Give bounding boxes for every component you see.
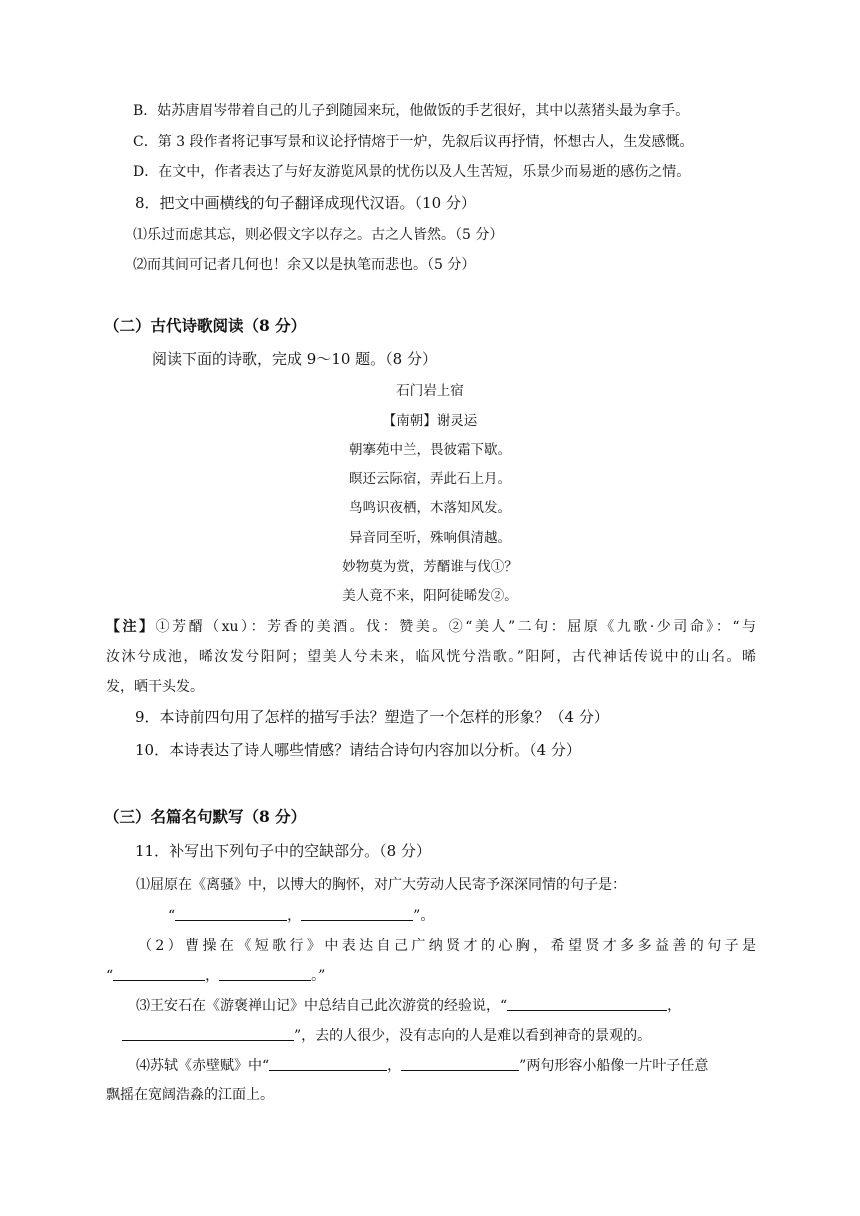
q11-item-3-rest: ”，去的人很少，没有志向的人是难以看到神奇的景观的。	[294, 1028, 652, 1044]
q11-item-2-prompt: （2）曹操在《短歌行》中表达自己广纳贤才的心胸，希望贤才多多益善的句子是	[138, 938, 756, 954]
note-text-1: ①芳醑（xu）：芳香的美酒。伐：赞美。②“美人”二句：屈原《九歌·少司命》：“与	[155, 619, 757, 635]
q8-sentence-1: ⑴乐过而虑其忘，则必假文字以存之。古之人皆然。（5 分）	[133, 227, 504, 243]
answer-blank[interactable]	[507, 996, 667, 1011]
q11-item-4-rest: ”两句形容小船像一片叶子任意	[519, 1058, 709, 1074]
q11-item-1-prompt: ⑴屈原在《离骚》中，以博大的胸怀，对广大劳动人民寄予深深同情的句子是：	[136, 877, 626, 893]
q11-item-2-answer-line	[106, 966, 325, 986]
q7-option-d: D．在文中，作者表达了与好友游览风景的忧伤以及人生苦短，乐景少而易逝的感伤之情。	[133, 164, 691, 180]
poem-line: 异音同至听，殊响俱清越。	[349, 530, 511, 546]
poem-author: 【南朝】谢灵运	[382, 413, 478, 429]
answer-blank[interactable]	[175, 906, 287, 921]
poem-line: 美人竟不来，阳阿徒晞发②。	[342, 588, 518, 604]
answer-blank[interactable]	[219, 966, 311, 981]
q7-option-b: B．姑苏唐眉岑带着自己的儿子到随园来玩，他做饭的手艺很好，其中以蒸猪头最为拿手。	[133, 103, 690, 119]
section-3-heading: （三）名篇名句默写（8 分）	[104, 807, 307, 826]
answer-blank[interactable]	[113, 966, 205, 981]
section-2-heading: （二）古代诗歌阅读（8 分）	[104, 316, 307, 335]
poem-title: 石门岩上宿	[396, 383, 464, 399]
q11-item-4-prompt: ⑷苏轼《赤壁赋》中“	[136, 1058, 270, 1074]
q11: 11．补写出下列句子中的空缺部分。（8 分）	[135, 842, 431, 860]
period: 。	[420, 908, 435, 924]
period-close-quote: 。”	[311, 968, 326, 984]
poem-line: 暝还云际宿，弄此石上月。	[349, 471, 511, 487]
q11-item-4-line-1	[136, 1056, 708, 1076]
answer-blank[interactable]	[301, 906, 413, 921]
answer-blank[interactable]	[122, 1026, 294, 1041]
q10: 10．本诗表达了诗人哪些情感？请结合诗句内容加以分析。（4 分）	[135, 741, 581, 759]
section-2-intro: 阅读下面的诗歌，完成 9～10 题。（8 分）	[152, 350, 437, 368]
q11-item-4-line-2: 飘摇在宽阔浩淼的江面上。	[106, 1087, 274, 1103]
q9: 9．本诗前四句用了怎样的描写手法？塑造了一个怎样的形象？（4 分）	[135, 708, 609, 726]
q11-item-3-line-1	[136, 996, 681, 1016]
open-quote: “	[106, 968, 114, 984]
poem-note-line-3: 发，晒干头发。	[106, 679, 204, 695]
comma: ，	[287, 908, 302, 924]
poem-line: 朝搴苑中兰，畏彼霜下歇。	[349, 442, 511, 458]
comma: ，	[205, 968, 220, 984]
note-label: 【注】	[106, 619, 156, 635]
open-quote: “	[168, 908, 176, 924]
q11-item-3-prompt: ⑶王安石在《游褒禅山记》中总结自己此次游赏的经验说，“	[136, 998, 508, 1014]
poem-line: 鸟鸣识夜栖，木落知风发。	[349, 500, 511, 516]
comma: ，	[667, 998, 682, 1014]
comma: ，	[387, 1058, 402, 1074]
answer-blank[interactable]	[401, 1056, 519, 1071]
close-quote: ”	[413, 908, 421, 924]
q11-item-1-answer-line	[168, 906, 434, 926]
q8-title: 8．把文中画横线的句子翻译成现代汉语。（10 分）	[135, 194, 476, 212]
answer-blank[interactable]	[269, 1056, 387, 1071]
poem-line: 妙物莫为赏，芳醑谁与伐①？	[342, 559, 518, 575]
q7-option-c: C．第 3 段作者将记事写景和议论抒情熔于一炉，先叙后议再抒情，怀想古人，生发感慨。	[133, 134, 694, 150]
q11-item-3-line-2	[122, 1026, 651, 1046]
poem-note-line-1	[106, 617, 756, 637]
q8-sentence-2: ⑵而其间可记者几何也！余又以是执笔而悲也。（5 分）	[133, 257, 476, 273]
poem-note-line-2: 汝沐兮成池，晞汝发兮阳阿；望美人兮未来，临风恍兮浩歌。”阳阿，古代神话传说中的山名。晞	[106, 649, 756, 665]
